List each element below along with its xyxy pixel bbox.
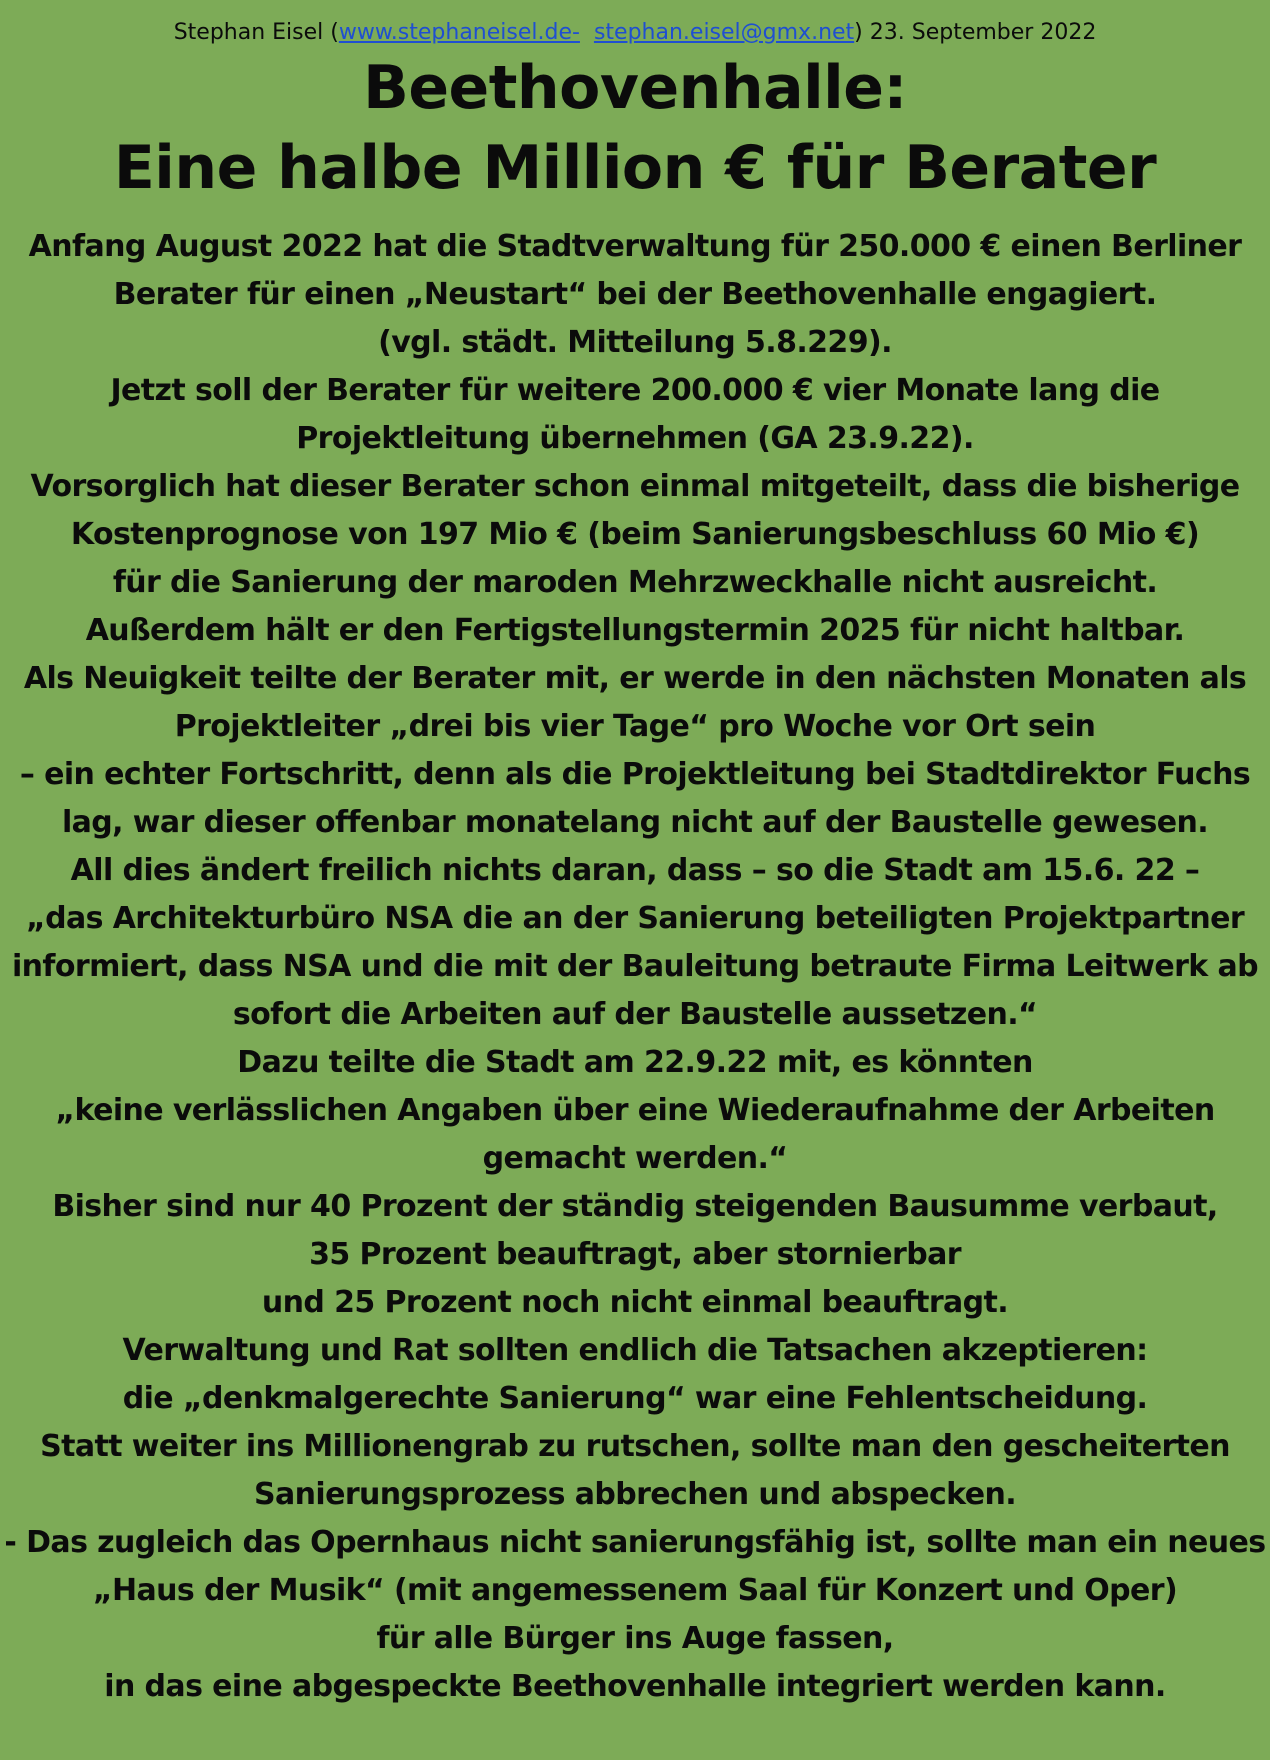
body-line: für alle Bürger ins Auge fassen,	[376, 1621, 894, 1656]
body-line: Anfang August 2022 hat die Stadtverwaltung für 250.000 € einen Berliner	[28, 229, 1242, 264]
body-line: Statt weiter ins Millionengrab zu rutschen, sollte man den gescheiterten	[40, 1429, 1230, 1464]
body-line: Projektleiter „drei bis vier Tage“ pro Woche vor Ort sein	[174, 709, 1096, 744]
body-line: Berater für einen „Neustart“ bei der Beethovenhalle engagiert.	[113, 277, 1157, 312]
body-line: Vorsorglich hat dieser Berater schon einmal mitgeteilt, dass die bisherige	[30, 469, 1240, 504]
body-line: Bisher sind nur 40 Prozent der ständig steigenden Bausumme verbaut,	[52, 1189, 1218, 1224]
body-line: 35 Prozent beauftragt, aber stornierbar	[309, 1237, 961, 1272]
body-line: - Das zugleich das Opernhaus nicht sanierungsfähig ist, sollte man ein neues	[4, 1525, 1266, 1560]
body-line: Dazu teilte die Stadt am 22.9.22 mit, es könnten	[237, 1045, 1033, 1080]
body-line: in das eine abgespeckte Beethovenhalle integriert werden kann.	[104, 1669, 1166, 1704]
body-line: Jetzt soll der Berater für weitere 200.000 € vier Monate lang die	[110, 373, 1160, 408]
body-line: Als Neuigkeit teilte der Berater mit, er werde in den nächsten Monaten als	[23, 661, 1247, 696]
header-byline	[0, 18, 1270, 48]
body-line: „keine verlässlichen Angaben über eine Wiederaufnahme der Arbeiten	[55, 1093, 1215, 1128]
body-line: die „denkmalgerechte Sanierung“ war eine Fehlentscheidung.	[122, 1381, 1148, 1416]
body-line: sofort die Arbeiten auf der Baustelle aussetzen.“	[232, 997, 1038, 1032]
body-line: gemacht werden.“	[482, 1141, 788, 1176]
article-body	[0, 223, 1270, 1711]
website-link[interactable]: www.stephaneisel.de-	[338, 20, 580, 45]
body-line: – ein echter Fortschritt, denn als die Projektleitung bei Stadtdirektor Fuchs	[19, 757, 1251, 792]
email-link[interactable]: stephan.eisel@gmx.net	[593, 20, 855, 45]
body-line: Sanierungsprozess abbrechen und abspecken.	[253, 1477, 1016, 1512]
body-line: für die Sanierung der maroden Mehrzweckhalle nicht ausreicht.	[112, 565, 1158, 600]
body-line: Kostenprognose von 197 Mio € (beim Sanierungsbeschluss 60 Mio €)	[70, 517, 1200, 552]
body-line: Verwaltung und Rat sollten endlich die Tatsachen akzeptieren:	[122, 1333, 1148, 1368]
author-name: Stephan Eisel (	[173, 20, 339, 45]
body-line: „Haus der Musik“ (mit angemessenem Saal für Konzert und Oper)	[92, 1573, 1178, 1608]
body-line: „das Architekturbüro NSA die an der Sanierung beteiligten Projektpartner	[25, 901, 1245, 936]
header-date: ) 23. September 2022	[854, 20, 1097, 45]
page-title	[0, 54, 1270, 215]
body-line: Außerdem hält er den Fertigstellungstermin 2025 für nicht haltbar.	[85, 613, 1185, 648]
body-line: (vgl. städt. Mitteilung 5.8.229).	[378, 325, 892, 360]
body-line: und 25 Prozent noch nicht einmal beauftragt.	[261, 1285, 1009, 1320]
body-line: lag, war dieser offenbar monatelang nicht auf der Baustelle gewesen.	[61, 805, 1209, 840]
body-line: All dies ändert freilich nichts daran, dass – so die Stadt am 15.6. 22 –	[70, 853, 1200, 888]
body-line: Projektleitung übernehmen (GA 23.9.22).	[296, 421, 974, 456]
title-line-1: Beethovenhalle:	[363, 53, 907, 123]
link-separator	[580, 20, 594, 45]
body-line: informiert, dass NSA und die mit der Bauleitung betraute Firma Leitwerk ab	[11, 949, 1258, 984]
title-line-2: Eine halbe Million € für Berater	[113, 133, 1157, 203]
